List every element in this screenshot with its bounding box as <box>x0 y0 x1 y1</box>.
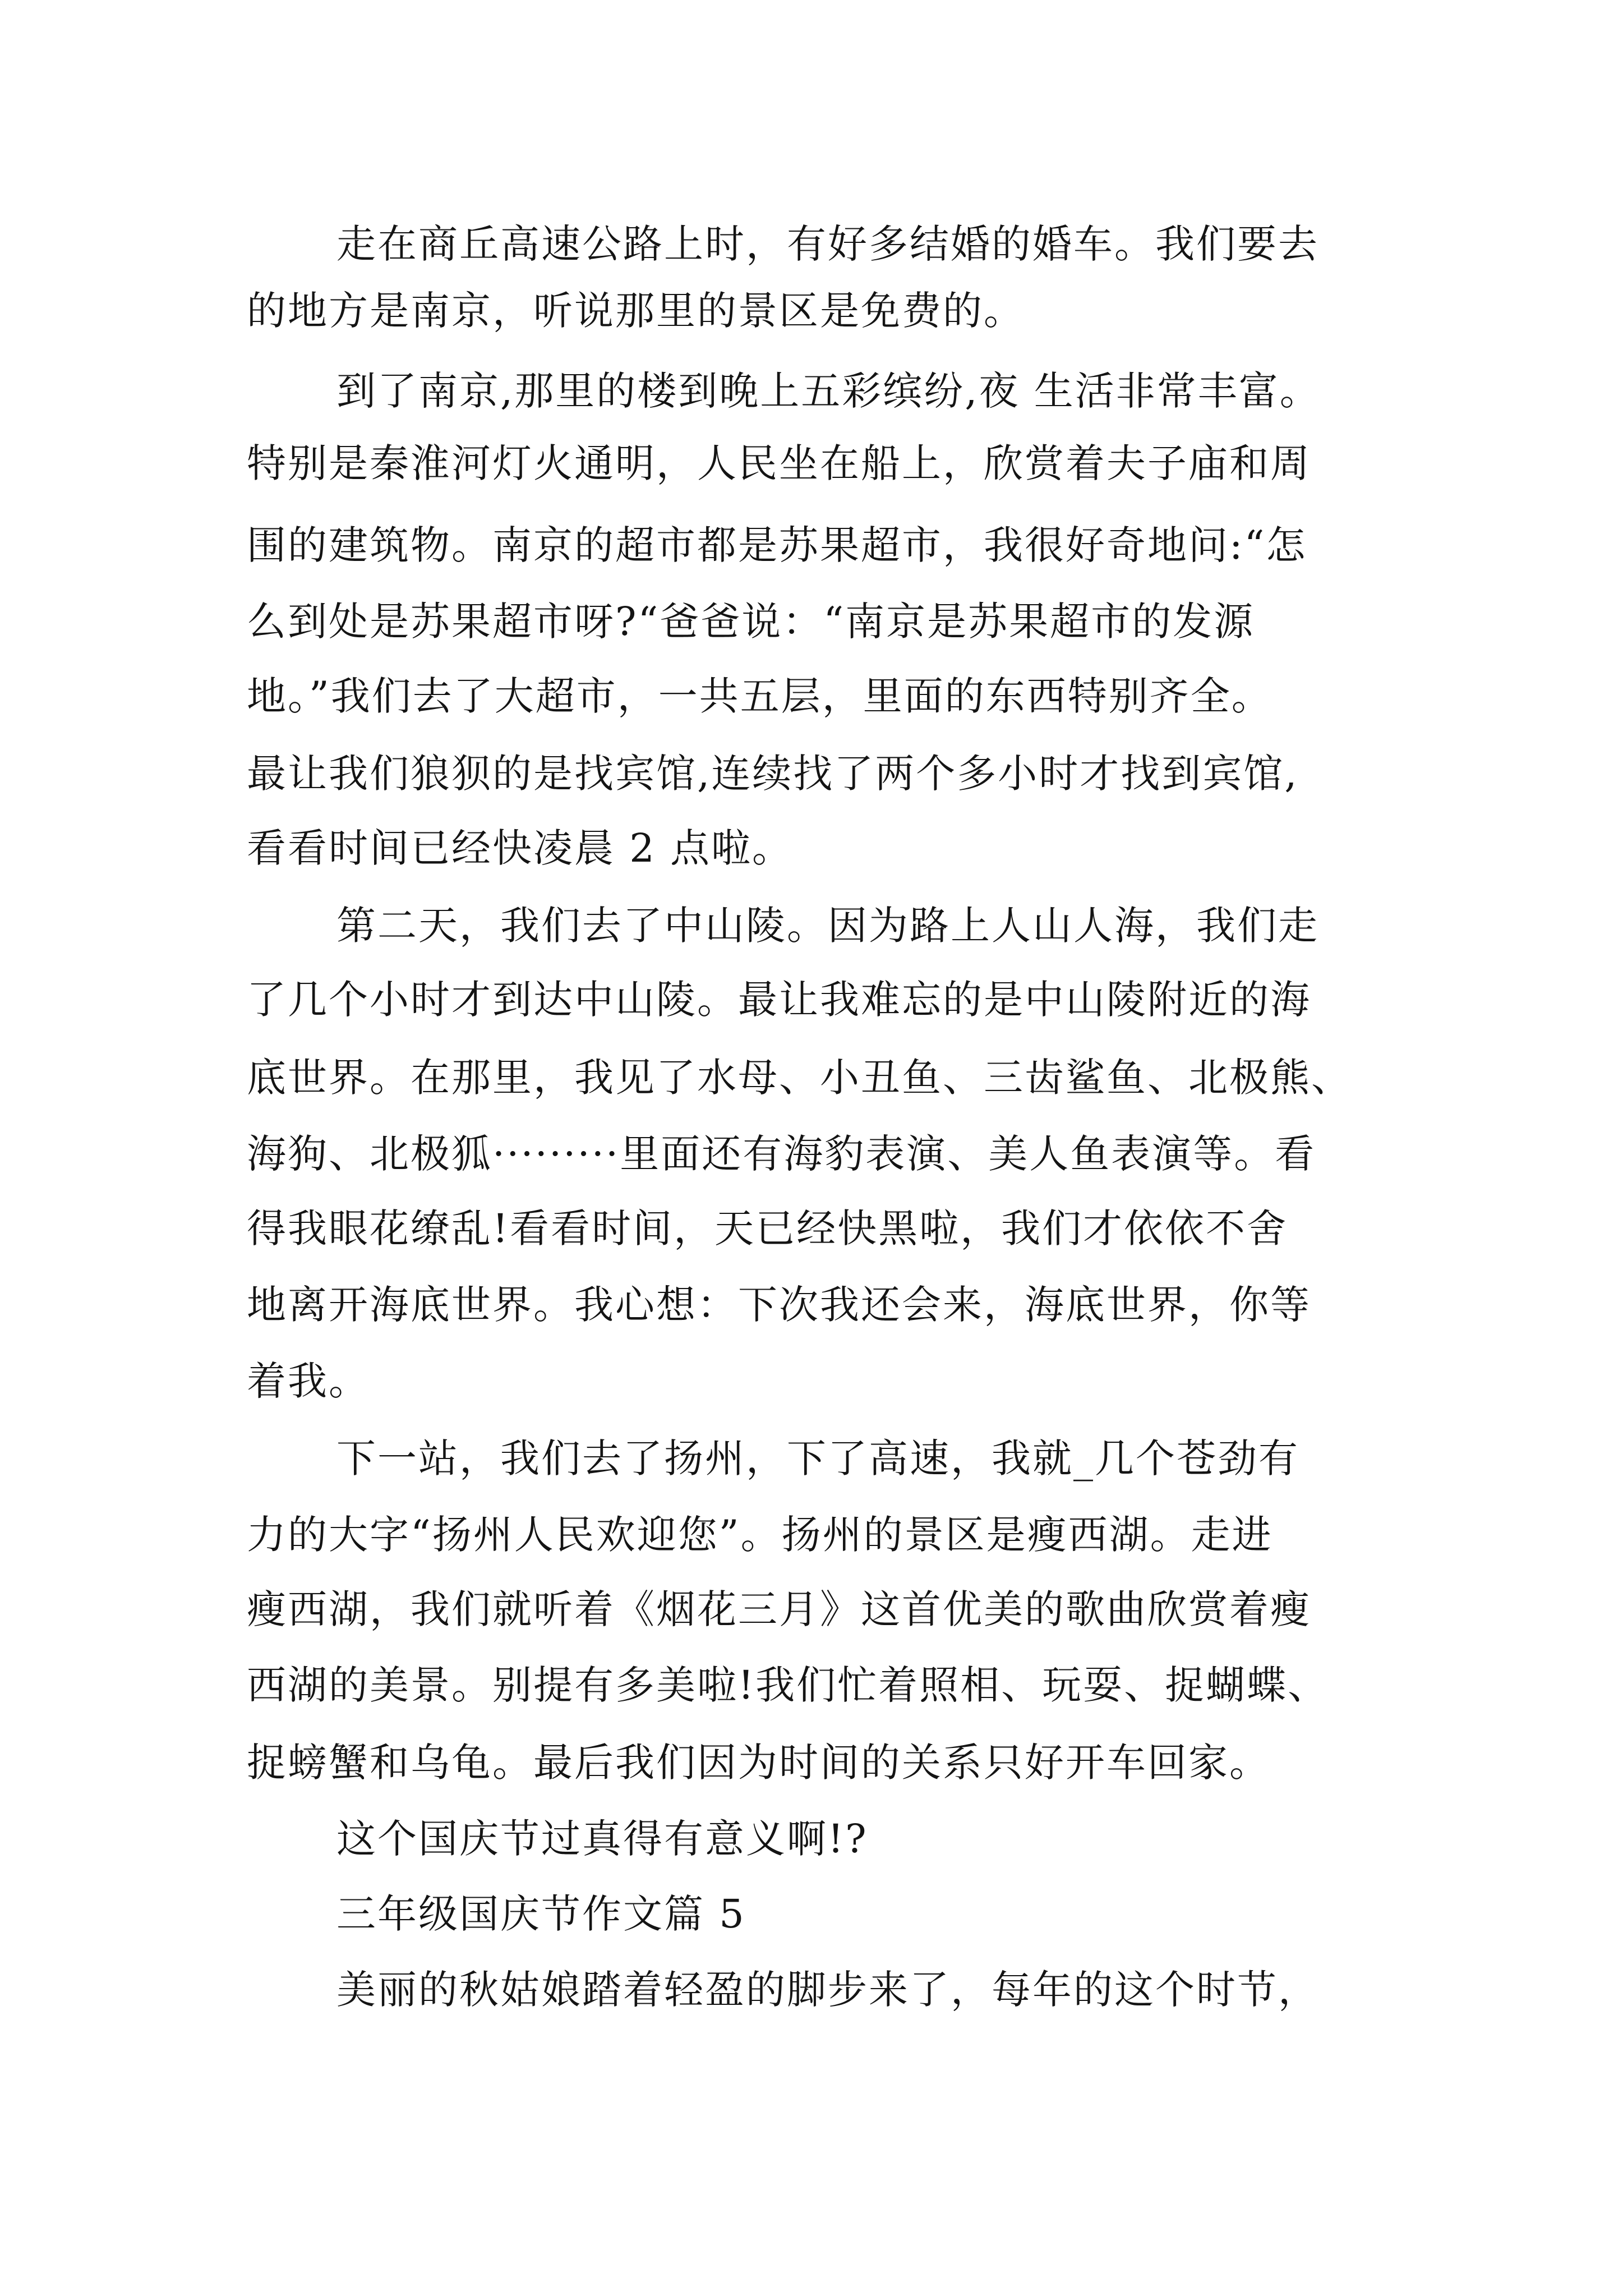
text-line: 美丽的秋姑娘踏着轻盈的脚步来了，每年的这个时节， <box>336 1967 1319 2013</box>
text-line: 力的大字“扬州人民欢迎您”。扬州的景区是瘦西湖。走进 <box>247 1512 1273 1558</box>
text-line: 得我眼花缭乱!看看时间，天已经快黑啦，我们才依依不舍 <box>247 1205 1288 1251</box>
text-line: 捉螃蟹和乌龟。最后我们因为时间的关系只好开车回家。 <box>247 1740 1270 1786</box>
text-line: 底世界。在那里，我见了水母、小丑鱼、三齿鲨鱼、北极熊、 <box>247 1055 1352 1101</box>
text-line: 看看时间已经快凌晨 2 点啦。 <box>247 825 794 871</box>
text-line: 了几个小时才到达中山陵。最让我难忘的是中山陵附近的海 <box>247 977 1311 1023</box>
text-line: 这个国庆节过真得有意义啊!? <box>336 1816 868 1862</box>
text-line: 么到处是苏果超市呀?“爸爸说：“南京是苏果超市的发源 <box>247 599 1255 645</box>
text-line: 到了南京,那里的楼到晚上五彩缤纷,夜 生活非常丰富。 <box>336 368 1321 414</box>
text-line: 地离开海底世界。我心想：下次我还会来，海底世界，你等 <box>247 1282 1311 1328</box>
text-line: 瘦西湖，我们就听着《烟花三月》这首优美的歌曲欣赏着瘦 <box>247 1586 1311 1632</box>
text-line: 特别是秦淮河灯火通明，人民坐在船上，欣赏着夫子庙和周 <box>247 440 1311 486</box>
text-line: 第二天，我们去了中山陵。因为路上人山人海，我们走 <box>336 903 1319 949</box>
text-line: 下一站，我们去了扬州，下了高速，我就_几个苍劲有 <box>336 1435 1299 1481</box>
text-line: 围的建筑物。南京的超市都是苏果超市，我很好奇地问:“怎 <box>247 522 1307 568</box>
text-line: 海狗、北极狐·········里面还有海豹表演、美人鱼表演等。看 <box>247 1131 1316 1177</box>
text-line: 西湖的美景。别提有多美啦!我们忙着照相、玩耍、捉蝴蝶、 <box>247 1662 1329 1708</box>
text-line: 走在商丘高速公路上时，有好多结婚的婚车。我们要去 <box>336 221 1319 267</box>
text-line: 最让我们狼狈的是找宾馆,连续找了两个多小时才找到宾馆, <box>247 751 1299 797</box>
text-line: 着我。 <box>247 1358 370 1404</box>
text-line: 三年级国庆节作文篇 5 <box>336 1891 746 1937</box>
text-line: 的地方是南京，听说那里的景区是免费的。 <box>247 288 1025 334</box>
text-line: 地。”我们去了大超市，一共五层，里面的东西特别齐全。 <box>247 673 1272 719</box>
